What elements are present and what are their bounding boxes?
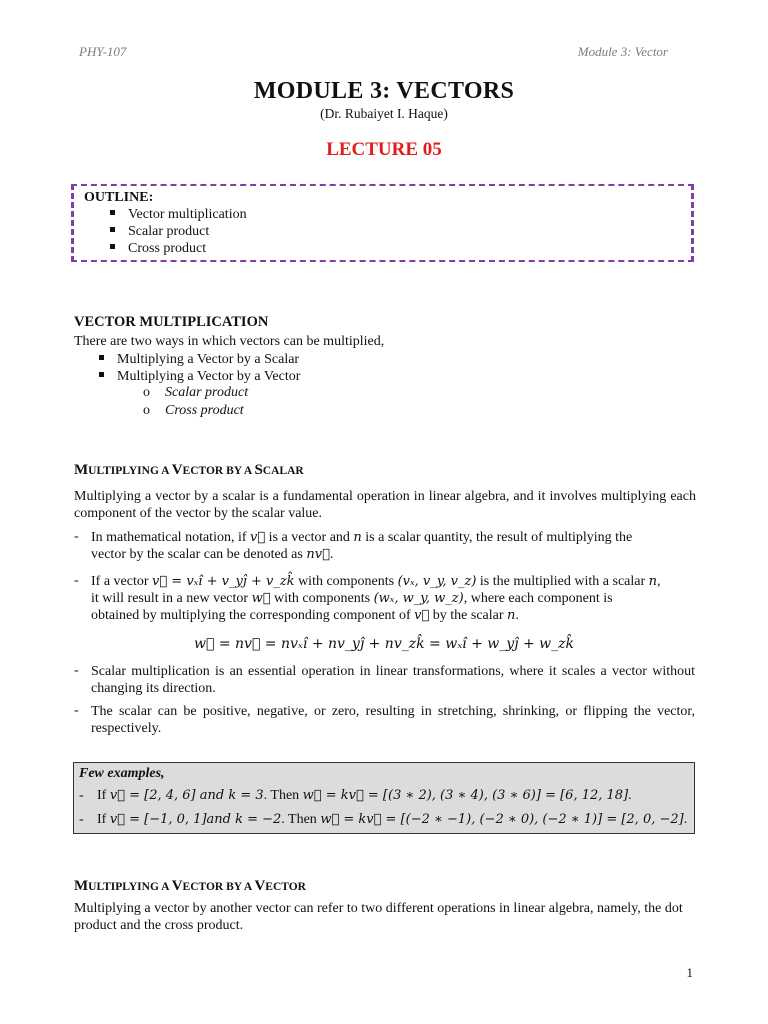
section-heading-vector-multiplication: VECTOR MULTIPLICATION bbox=[74, 314, 269, 330]
example-line-2: - If v⃗ = [−1, 0, 1]and k = −2. Then w⃗ = kv⃗ = [(−2 ∗ −1), (−2 ∗ 0), (−2 ∗ 1)] = [2, 0, −2]. bbox=[79, 812, 688, 827]
header-module-name: Module 3: Vector bbox=[577, 44, 668, 59]
header-course-code: PHY-107 bbox=[79, 44, 127, 59]
list-item: Multiplying a Vector by a Vector bbox=[99, 369, 300, 385]
dash-marker: - bbox=[74, 663, 79, 678]
outline-item: Scalar product bbox=[110, 224, 209, 240]
paragraph-sign-effects: The scalar can be positive, negative, or zero, resulting in stretching, shrinking, or flipping the vector, respectively. bbox=[91, 704, 695, 736]
list-item: Multiplying a Vector by a Scalar bbox=[99, 352, 299, 368]
equation-scalar-multiplication: w⃗ = nv⃗ = nvₓî + nv_yĵ + nv_zk̂ = wₓî + w_yĵ + w_zk̂ bbox=[194, 636, 574, 652]
page-number: 1 bbox=[686, 965, 693, 980]
subsection-heading-vector: MULTIPLYING A VECTOR BY A VECTOR bbox=[74, 878, 306, 894]
bullet-square-icon bbox=[99, 372, 104, 377]
dash-marker: - bbox=[74, 529, 79, 544]
paragraph-notation: In mathematical notation, if v⃗ is a vector and n is a scalar quantity, the result of multiplying the vector by the scalar can be denoted as nv⃗. bbox=[91, 530, 633, 562]
bullet-square-icon bbox=[110, 244, 115, 249]
dash-marker: - bbox=[74, 703, 79, 718]
sub-list-item: o Cross product bbox=[143, 403, 244, 418]
outline-title: OUTLINE: bbox=[84, 190, 154, 205]
bullet-square-icon bbox=[99, 355, 104, 360]
bullet-square-icon bbox=[110, 210, 115, 215]
lecture-title: LECTURE 05 bbox=[326, 139, 442, 160]
outline-item: Vector multiplication bbox=[110, 207, 247, 223]
subsection-heading-scalar: MULTIPLYING A VECTOR BY A SCALAR bbox=[74, 462, 304, 478]
dash-marker: - bbox=[74, 573, 79, 588]
section-intro: There are two ways in which vectors can be multiplied, bbox=[74, 334, 385, 349]
examples-title: Few examples, bbox=[79, 766, 165, 781]
paragraph-scalar-intro: Multiplying a vector by a scalar is a fundamental operation in linear algebra, and it involves multiplying each component of the vector by the scalar value. bbox=[74, 489, 696, 521]
example-line-1: - If v⃗ = [2, 4, 6] and k = 3. Then w⃗ = kv⃗ = [(3 ∗ 2), (3 ∗ 4), (3 ∗ 6)] = [6, 12, 18]. bbox=[79, 788, 632, 803]
paragraph-components: If a vector v⃗ = vₓî + v_yĵ + v_zk̂ with components (vₓ, v_y, v_z) is the multiplied with a scalar n, it will result in a new vector w⃗ with components (wₓ, w_y, w_z), where each component is obtained by multiplying the corresponding component of v⃗ by the scalar n. bbox=[91, 574, 661, 623]
outline-item: Cross product bbox=[110, 241, 206, 257]
sub-list-item: o Scalar product bbox=[143, 385, 249, 400]
author-line: (Dr. Rubaiyet I. Haque) bbox=[320, 106, 448, 121]
paragraph-vector-by-vector: Multiplying a vector by another vector can refer to two different operations in linear algebra, namely, the dot product and the cross product. bbox=[74, 901, 683, 933]
paragraph-linear-transformations: Scalar multiplication is an essential operation in linear transformations, where it scales a vector without changing its direction. bbox=[91, 664, 695, 696]
bullet-square-icon bbox=[110, 227, 115, 232]
page-title: MODULE 3: VECTORS bbox=[253, 78, 515, 104]
